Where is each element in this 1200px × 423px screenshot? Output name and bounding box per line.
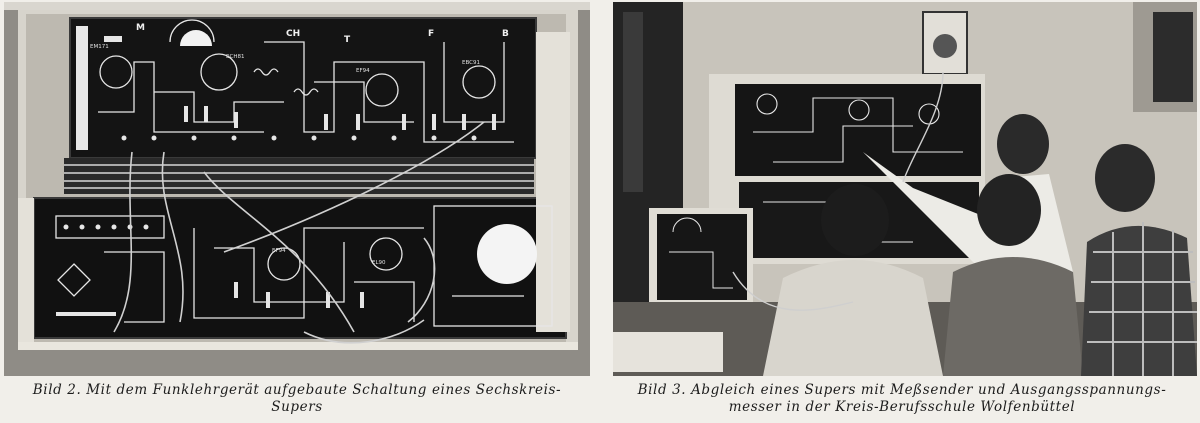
caption-left bbox=[4, 382, 590, 416]
tube-label-ef2: EF94 bbox=[272, 248, 286, 254]
photo-radio-training-device bbox=[4, 2, 590, 376]
panel-label-ch: CH bbox=[286, 29, 301, 39]
panel-label-f: F bbox=[428, 29, 435, 39]
tube-label-ech: ECH81 bbox=[226, 54, 245, 60]
photo-right-illustration bbox=[613, 2, 1197, 376]
tube-label-ef: EF94 bbox=[356, 68, 370, 74]
caption-right-line-1: Bild 3. Abgleich eines Supers mit Meßsender und Ausgangsspannungs- bbox=[637, 382, 1167, 398]
panel-label-m: M bbox=[136, 23, 145, 33]
photo-classroom-alignment bbox=[613, 2, 1197, 376]
caption-right bbox=[606, 382, 1198, 416]
panel-label-b: B bbox=[502, 29, 509, 39]
panel-label-t: T bbox=[344, 35, 351, 45]
caption-right-line-2: messer in der Kreis-Berufsschule Wolfenbüttel bbox=[728, 399, 1076, 415]
tube-label-el: EL90 bbox=[372, 260, 386, 266]
photo-left-illustration bbox=[4, 2, 590, 376]
tube-label-em11: EM171 bbox=[90, 44, 109, 50]
caption-left-line-1: Bild 2. Mit dem Funklehrgerät aufgebaute Schaltung eines Sechskreis- bbox=[32, 382, 562, 398]
caption-left-line-2: Supers bbox=[271, 399, 323, 415]
tube-label-ebc: EBC91 bbox=[462, 60, 480, 66]
